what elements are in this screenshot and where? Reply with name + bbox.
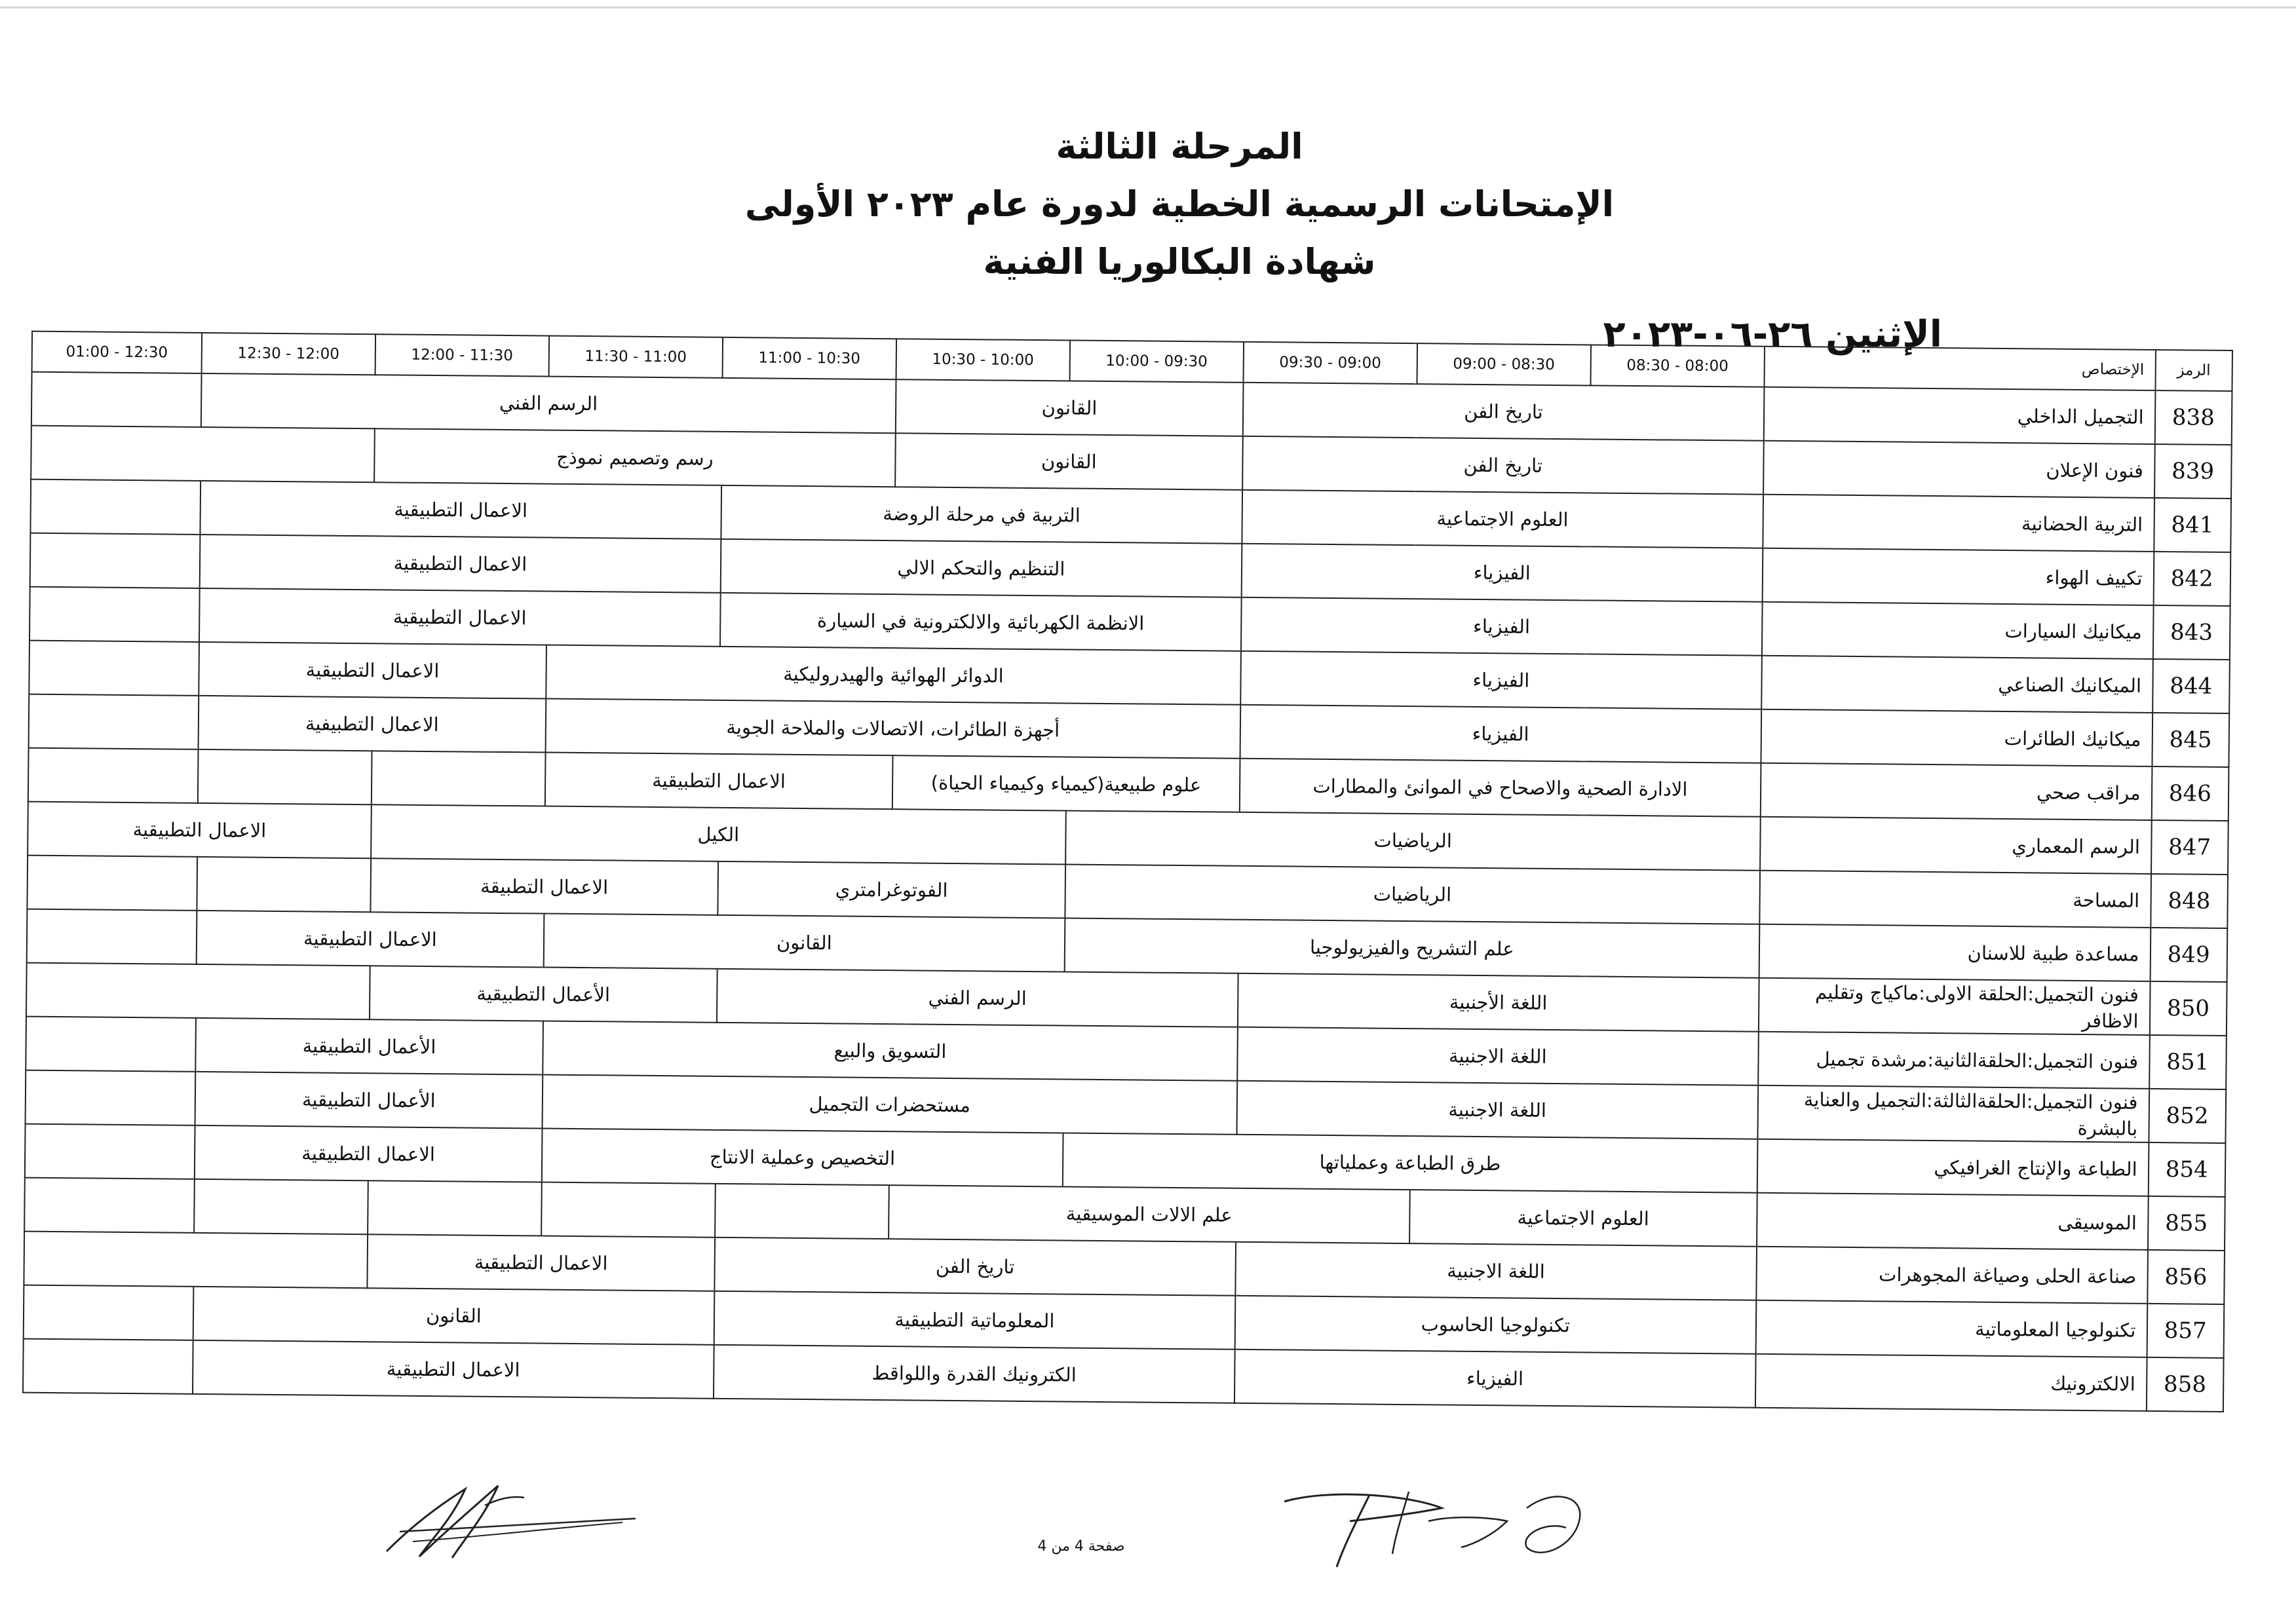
empty-slot-cell bbox=[197, 857, 371, 912]
empty-slot-cell bbox=[27, 856, 197, 911]
specialty-cell: ميكانيك الطائرات bbox=[1761, 709, 2152, 766]
scan-edge-line bbox=[0, 7, 2296, 9]
specialty-cell: فنون التجميل:الحلقة الاولى:ماكياج وتقليم الاظافر bbox=[1759, 978, 2150, 1035]
code-cell: 858 bbox=[2146, 1357, 2223, 1412]
specialty-cell: التربية الحضانية bbox=[1763, 495, 2154, 552]
exam-subject-cell: القانون bbox=[896, 379, 1244, 436]
exam-subject-cell: مستحضرات التجميل bbox=[542, 1075, 1237, 1135]
exam-subject-cell: الكيل bbox=[371, 804, 1066, 864]
empty-slot-cell bbox=[30, 533, 201, 588]
code-cell: 854 bbox=[2148, 1142, 2225, 1197]
time-slot-header: 10:30 - 10:00 bbox=[896, 339, 1070, 381]
empty-slot-cell bbox=[26, 1070, 196, 1125]
specialty-cell: تكنولوجيا المعلوماتية bbox=[1755, 1300, 2147, 1357]
specialty-cell: التجميل الداخلي bbox=[1764, 387, 2155, 444]
empty-slot-cell bbox=[372, 751, 546, 806]
empty-slot-cell bbox=[541, 1182, 716, 1237]
exam-subject-cell: القانون bbox=[193, 1287, 715, 1345]
empty-slot-cell bbox=[24, 1178, 195, 1233]
exam-subject-cell: الاعمال التطبيقية bbox=[28, 802, 372, 859]
exam-subject-cell: الاعمال التطبيقية bbox=[545, 753, 893, 810]
code-cell: 839 bbox=[2154, 444, 2232, 499]
exam-subject-cell: الاعمال التطبيقية bbox=[199, 642, 546, 699]
empty-slot-cell bbox=[29, 641, 199, 696]
exam-subject-cell: الفيزياء bbox=[1241, 597, 1763, 656]
specialty-cell: تكييف الهواء bbox=[1762, 548, 2153, 605]
exam-subject-cell: الرسم الفني bbox=[201, 373, 896, 433]
exam-subject-cell: الفيزياء bbox=[1240, 651, 1762, 709]
exam-subject-cell: الاعمال التطبيقية bbox=[200, 535, 721, 593]
empty-slot-cell bbox=[25, 1124, 195, 1179]
code-cell: 857 bbox=[2147, 1304, 2224, 1358]
certificate-title: شهادة البكالوريا الفنية bbox=[983, 241, 1376, 282]
code-header: الرمز bbox=[2155, 350, 2232, 391]
exam-subject-cell: الفيزياء bbox=[1240, 705, 1761, 763]
code-cell: 852 bbox=[2149, 1089, 2226, 1143]
empty-slot-cell bbox=[24, 1285, 194, 1340]
exam-subject-cell: علم الالات الموسيقية bbox=[889, 1185, 1410, 1243]
specialty-cell: فنون التجميل:الحلقةالثانية:مرشدة تجميل bbox=[1758, 1032, 2149, 1089]
empty-slot-cell bbox=[31, 372, 202, 427]
specialty-cell: الالكترونيك bbox=[1755, 1354, 2147, 1411]
empty-slot-cell bbox=[198, 749, 372, 804]
exam-subject-cell: الدوائر الهوائية والهيدروليكية bbox=[546, 645, 1241, 705]
empty-slot-cell bbox=[27, 909, 197, 964]
exam-subject-cell: العلوم الاجتماعية bbox=[1409, 1190, 1757, 1247]
code-cell: 838 bbox=[2154, 390, 2232, 445]
time-slot-header: 09:30 - 09:00 bbox=[1243, 342, 1417, 384]
empty-slot-cell bbox=[30, 480, 201, 535]
specialty-cell: فنون الإعلان bbox=[1763, 441, 2154, 498]
exam-subject-cell: الأعمال التطبيقية bbox=[195, 1072, 543, 1129]
exam-subject-cell: التسويق والبيع bbox=[543, 1021, 1238, 1081]
time-slot-header: 12:30 - 12:00 bbox=[201, 333, 375, 375]
exam-day-date: الإثنين ٢٦-٠٦-٢٠٢٣ bbox=[1603, 313, 1942, 356]
time-slot-header: 11:30 - 11:00 bbox=[548, 336, 723, 378]
code-cell: 849 bbox=[2150, 928, 2227, 982]
exam-subject-cell: اللغة الاجنبية bbox=[1236, 1081, 1758, 1139]
specialty-cell: الرسم المعماري bbox=[1760, 817, 2151, 874]
code-cell: 843 bbox=[2152, 605, 2230, 660]
exam-subject-cell: علم التشريح والفيزيولوجيا bbox=[1064, 918, 1759, 977]
exam-subject-cell: اللغة الاجنبية bbox=[1235, 1242, 1757, 1300]
exam-subject-cell: العلوم الاجتماعية bbox=[1242, 490, 1763, 548]
signature-right bbox=[1278, 1482, 1618, 1574]
exam-subject-cell: الأعمال التطبيقية bbox=[195, 1018, 543, 1075]
exam-subject-cell: تاريخ الفن bbox=[1243, 383, 1765, 441]
exam-subject-cell: الاعمال التطبيقية bbox=[193, 1340, 714, 1399]
specialty-cell: ميكانيك السيارات bbox=[1762, 602, 2153, 659]
empty-slot-cell bbox=[715, 1184, 889, 1239]
exam-subject-cell: الرياضيات bbox=[1065, 810, 1761, 870]
specialty-cell: مراقب صحي bbox=[1761, 763, 2152, 820]
empty-slot-cell bbox=[29, 587, 200, 642]
specialty-cell: الطباعة والإنتاج الغرافيكي bbox=[1757, 1139, 2149, 1196]
empty-slot-cell bbox=[26, 1017, 196, 1072]
time-slot-header: 01:00 - 12:30 bbox=[32, 331, 202, 373]
specialty-cell: مساعدة طبية للاسنان bbox=[1759, 924, 2150, 981]
exam-subject-cell: التنظيم والتحكم الالي bbox=[721, 539, 1242, 597]
exam-schedule-table bbox=[22, 331, 2233, 1412]
exam-subject-cell: الاعمال التطبيقية bbox=[367, 1234, 715, 1291]
exam-subject-cell: علوم طبيعية(كيمياء وكيمياء الحياة) bbox=[892, 755, 1240, 812]
specialty-cell: صناعة الحلى وصياغة المجوهرات bbox=[1756, 1247, 2147, 1304]
exam-subject-cell: رسم وتصميم نموذج bbox=[374, 428, 896, 487]
exam-subject-cell: تكنولوجيا الحاسوب bbox=[1234, 1296, 1756, 1354]
stage-title: المرحلة الثالثة bbox=[1056, 126, 1303, 167]
time-slot-header: 10:00 - 09:30 bbox=[1069, 341, 1244, 383]
code-cell: 856 bbox=[2147, 1250, 2225, 1304]
code-cell: 848 bbox=[2151, 874, 2228, 928]
exam-subject-cell: الفيزياء bbox=[1241, 544, 1763, 602]
time-slot-header: 09:00 - 08:30 bbox=[1417, 343, 1591, 385]
code-cell: 844 bbox=[2152, 659, 2230, 713]
code-cell: 851 bbox=[2149, 1035, 2227, 1089]
exam-subject-cell: الانظمة الكهربائية والالكترونية في السيارة bbox=[720, 593, 1242, 651]
exam-subject-cell: الاعمال التطبيقة bbox=[370, 858, 718, 915]
exam-subject-cell: الرياضيات bbox=[1065, 864, 1760, 924]
time-slot-header: 08:30 - 08:00 bbox=[1590, 345, 1765, 387]
code-cell: 841 bbox=[2154, 498, 2231, 552]
empty-slot-cell bbox=[23, 1339, 193, 1394]
exam-subject-cell: القانون bbox=[544, 914, 1065, 972]
exam-subject-cell: الاعمال التطبيقية bbox=[197, 911, 545, 968]
page-number: صفحة 4 من 4 bbox=[1037, 1538, 1125, 1555]
exam-subject-cell: تاريخ الفن bbox=[1242, 436, 1764, 495]
exam-subject-cell: الفيزياء bbox=[1234, 1350, 1756, 1408]
empty-slot-cell bbox=[28, 748, 199, 803]
exam-subject-cell: اللغة الأجنبية bbox=[1238, 973, 1759, 1032]
exam-subject-cell: الكترونيك القدرة واللواقط bbox=[714, 1345, 1235, 1403]
exam-subject-cell: الادارة الصحية والاصحاح في الموانئ والمطارات bbox=[1240, 759, 1761, 817]
code-cell: 855 bbox=[2148, 1196, 2225, 1251]
specialty-header: الإختصاص bbox=[1764, 347, 2155, 390]
exam-title: الإمتحانات الرسمية الخطية لدورة عام ٢٠٢٣ الأولى bbox=[744, 183, 1615, 225]
exam-subject-cell: الرسم الفني bbox=[717, 969, 1238, 1027]
schedule-body bbox=[23, 372, 2232, 1412]
time-slot-header: 12:00 - 11:30 bbox=[375, 334, 549, 376]
exam-subject-cell: الأعمال التطبيقية bbox=[370, 966, 718, 1023]
exam-subject-cell: أجهزة الطائرات، الاتصالات والملاحة الجوية bbox=[545, 699, 1240, 759]
empty-slot-cell bbox=[29, 694, 199, 749]
header-titles bbox=[590, 118, 1769, 291]
exam-subject-cell: الاعمال التطبيقية bbox=[199, 588, 721, 647]
specialty-cell: فنون التجميل:الحلقةالثالثة:التجميل والعناية بالبشرة bbox=[1757, 1086, 2149, 1142]
exam-subject-cell: الاعمال التطبيقية bbox=[200, 481, 721, 539]
exam-subject-cell: اللغة الاجنبية bbox=[1237, 1027, 1759, 1086]
code-cell: 842 bbox=[2153, 552, 2230, 606]
empty-slot-cell bbox=[194, 1179, 368, 1234]
empty-slot-cell bbox=[24, 1232, 368, 1289]
exam-subject-cell: التربية في مرحلة الروضة bbox=[721, 485, 1242, 544]
specialty-cell: الموسيقى bbox=[1757, 1193, 2148, 1250]
exam-subject-cell: الاعمال التطبيفية bbox=[198, 696, 546, 753]
exam-subject-cell: المعلوماتية التطبيقية bbox=[714, 1291, 1236, 1350]
exam-subject-cell: تاريخ الفن bbox=[714, 1237, 1236, 1296]
specialty-cell: الميكانيك الصناعي bbox=[1761, 656, 2152, 713]
code-cell: 850 bbox=[2149, 981, 2227, 1036]
code-cell: 846 bbox=[2151, 766, 2229, 821]
exam-subject-cell: التخصيص وعملية الانتاج bbox=[542, 1129, 1063, 1187]
exam-subject-cell: الفوتوغرامتري bbox=[718, 861, 1065, 918]
empty-slot-cell bbox=[31, 426, 375, 483]
exam-subject-cell: الاعمال التطبيقية bbox=[195, 1125, 543, 1182]
time-slot-header: 11:00 - 10:30 bbox=[722, 337, 896, 379]
code-cell: 847 bbox=[2151, 820, 2229, 875]
empty-slot-cell bbox=[368, 1180, 542, 1236]
exam-subject-cell: طرق الطباعة وعملياتها bbox=[1063, 1133, 1758, 1192]
code-cell: 845 bbox=[2152, 713, 2229, 767]
exam-subject-cell: القانون bbox=[895, 433, 1243, 490]
empty-slot-cell bbox=[26, 963, 370, 1020]
specialty-cell: المساحة bbox=[1759, 871, 2151, 928]
signature-left bbox=[373, 1479, 675, 1564]
